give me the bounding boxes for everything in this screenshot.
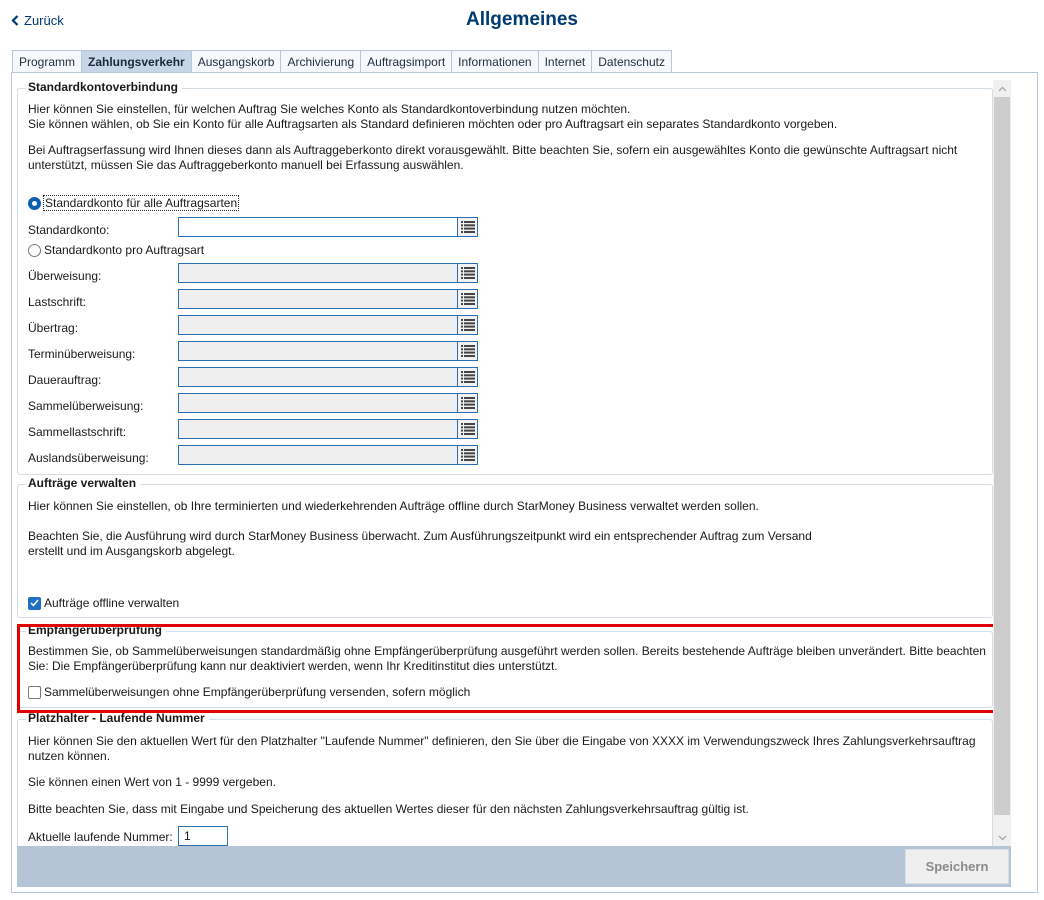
empfaenger-text-2: Sie: Die Empfängerüberprüfung kann nur deaktiviert werden, wenn Ihr Kreditinstitut dies unterstützt.	[28, 659, 558, 673]
checkbox-checked-icon	[28, 597, 41, 610]
radio-standardkonto-per-type[interactable]	[28, 243, 204, 257]
platzhalter-text-3: Sie können einen Wert von 1 - 9999 vergeben.	[28, 775, 276, 789]
checkbox-empfaenger-label: Sammelüberweisungen ohne Empfängerüberprüfung versenden, sofern möglich	[44, 685, 471, 699]
label-ueberweisung: Überweisung:	[28, 269, 102, 283]
empfaenger-text-1: Bestimmen Sie, ob Sammelüberweisungen standardmäßig ohne Empfängerüberprüfung ausgeführt werden sollen. Bereits bestehende Aufträge bleiben unverändert. Bitte beachten	[28, 644, 986, 658]
standardkonto-text-3: Bei Auftragserfassung wird Ihnen dieses dann als Auftraggeberkonto direkt vorausgewählt. Bitte beachten Sie, sofern ein ausgewähltes Konto die gewünschte Auftragsart nicht	[28, 143, 958, 157]
vertical-scrollbar[interactable]	[993, 80, 1011, 846]
list-icon	[461, 449, 475, 461]
group-standardkonto	[17, 80, 993, 475]
field-sammelueberweisung[interactable]	[178, 393, 478, 413]
field-terminueberweisung[interactable]	[178, 341, 478, 361]
laufende-nummer-input[interactable]: 1	[178, 826, 228, 846]
laufende-nummer-label: Aktuelle laufende Nummer:	[28, 830, 173, 844]
tab-programm[interactable]: Programm	[12, 50, 82, 73]
field-uebertrag[interactable]	[178, 315, 478, 335]
field-sammellastschrift[interactable]	[178, 419, 478, 439]
radio-standardkonto-all[interactable]	[28, 196, 238, 210]
field-ueberweisung[interactable]	[178, 263, 478, 283]
account-list-button[interactable]	[457, 394, 477, 412]
save-button[interactable]: Speichern	[905, 849, 1009, 884]
tab-archivierung[interactable]: Archivierung	[280, 50, 361, 73]
list-icon	[461, 397, 475, 409]
standardkonto-field[interactable]	[178, 217, 478, 237]
label-uebertrag: Übertrag:	[28, 321, 79, 335]
account-list-button[interactable]	[457, 290, 477, 308]
scroll-down-icon[interactable]	[993, 829, 1011, 846]
label-auslandsueberweisung: Auslandsüberweisung:	[28, 451, 149, 465]
list-icon	[461, 221, 475, 233]
account-list-button[interactable]	[457, 264, 477, 282]
legend-standardkonto: Standardkontoverbindung	[26, 80, 182, 94]
radio-checked-icon	[28, 197, 41, 210]
auftraege-text-2: Beachten Sie, die Ausführung wird durch StarMoney Business überwacht. Zum Ausführungszeitpunkt wird ein entsprechender Auftrag zum Versand	[28, 529, 812, 543]
legend-auftraege: Aufträge verwalten	[26, 476, 140, 490]
group-auftraege	[17, 476, 993, 618]
auftraege-text-3: erstellt und im Ausgangskorb abgelegt.	[28, 544, 235, 558]
account-list-button[interactable]	[457, 342, 477, 360]
group-empfaengerueberpruefung	[17, 623, 993, 708]
standardkonto-text-2: Sie können wählen, ob Sie ein Konto für alle Auftragsarten als Standard definieren möchten oder pro Auftragsart ein separates Standardkonto vorgeben.	[28, 117, 838, 131]
tab-datenschutz[interactable]: Datenschutz	[591, 50, 672, 73]
legend-platzhalter: Platzhalter - Laufende Nummer	[26, 711, 209, 725]
tab-informationen[interactable]: Informationen	[451, 50, 538, 73]
group-platzhalter	[17, 711, 993, 846]
list-icon	[461, 319, 475, 331]
label-lastschrift: Lastschrift:	[28, 295, 87, 309]
list-icon	[461, 345, 475, 357]
account-list-button[interactable]	[457, 420, 477, 438]
list-icon	[461, 293, 475, 305]
scroll-area	[17, 80, 993, 846]
label-sammellastschrift: Sammellastschrift:	[28, 425, 127, 439]
tab-auftragsimport[interactable]: Auftragsimport	[360, 50, 452, 73]
platzhalter-text-2: nutzen können.	[28, 749, 111, 763]
tab-ausgangskorb[interactable]: Ausgangskorb	[191, 50, 282, 73]
page-title: Allgemeines	[466, 9, 578, 30]
label-dauerauftrag: Dauerauftrag:	[28, 373, 102, 387]
standardkonto-label: Standardkonto:	[28, 223, 110, 237]
auftraege-text-1: Hier können Sie einstellen, ob Ihre terminierten und wiederkehrenden Aufträge offline durch StarMoney Business verwaltet werden sollen.	[28, 499, 759, 513]
platzhalter-text-1: Hier können Sie den aktuellen Wert für den Platzhalter "Laufende Nummer" definieren, den Sie über die Eingabe von XXXX im Verwendungszweck Ihres Zahlungsverkehrsauftrag	[28, 734, 976, 748]
checkbox-unchecked-icon	[28, 686, 41, 699]
radio-per-type-label: Standardkonto pro Auftragsart	[44, 243, 205, 257]
tab-bar	[12, 50, 671, 73]
tab-internet[interactable]: Internet	[538, 50, 593, 73]
account-list-button[interactable]	[457, 218, 477, 236]
field-auslandsueberweisung[interactable]	[178, 445, 478, 465]
standardkonto-text-4: unterstützt, müssen Sie das Auftraggeberkonto manuell bei Erfassung auswählen.	[28, 158, 464, 172]
checkbox-ohne-empfaengerpruefung[interactable]	[28, 685, 470, 699]
list-icon	[461, 267, 475, 279]
account-list-button[interactable]	[457, 446, 477, 464]
settings-panel	[11, 72, 1038, 893]
checkbox-auftraege-label: Aufträge offline verwalten	[44, 596, 180, 610]
checkbox-auftraege-offline[interactable]	[28, 596, 179, 610]
label-terminueberweisung: Terminüberweisung:	[28, 347, 136, 361]
field-lastschrift[interactable]	[178, 289, 478, 309]
platzhalter-text-4: Bitte beachten Sie, dass mit Eingabe und Speicherung des aktuellen Wertes dieser für den nächsten Zahlungsverkehrsauftrag gültig ist.	[28, 802, 749, 816]
field-dauerauftrag[interactable]	[178, 367, 478, 387]
account-list-button[interactable]	[457, 316, 477, 334]
label-sammelueberweisung: Sammelüberweisung:	[28, 399, 144, 413]
account-list-button[interactable]	[457, 368, 477, 386]
legend-empfaenger: Empfängerüberprüfung	[26, 623, 166, 637]
radio-unchecked-icon	[28, 244, 41, 257]
standardkonto-text-1: Hier können Sie einstellen, für welchen Auftrag Sie welches Konto als Standardkontoverbindung nutzen möchten.	[28, 102, 631, 116]
scroll-up-icon[interactable]	[993, 80, 1011, 97]
tab-zahlungsverkehr[interactable]: Zahlungsverkehr	[81, 50, 192, 73]
radio-all-label: Standardkonto für alle Auftragsarten	[45, 196, 238, 210]
scroll-thumb[interactable]	[994, 97, 1010, 815]
footer-bar	[17, 846, 1011, 887]
back-label: Zurück	[24, 13, 64, 28]
list-icon	[461, 423, 475, 435]
list-icon	[461, 371, 475, 383]
